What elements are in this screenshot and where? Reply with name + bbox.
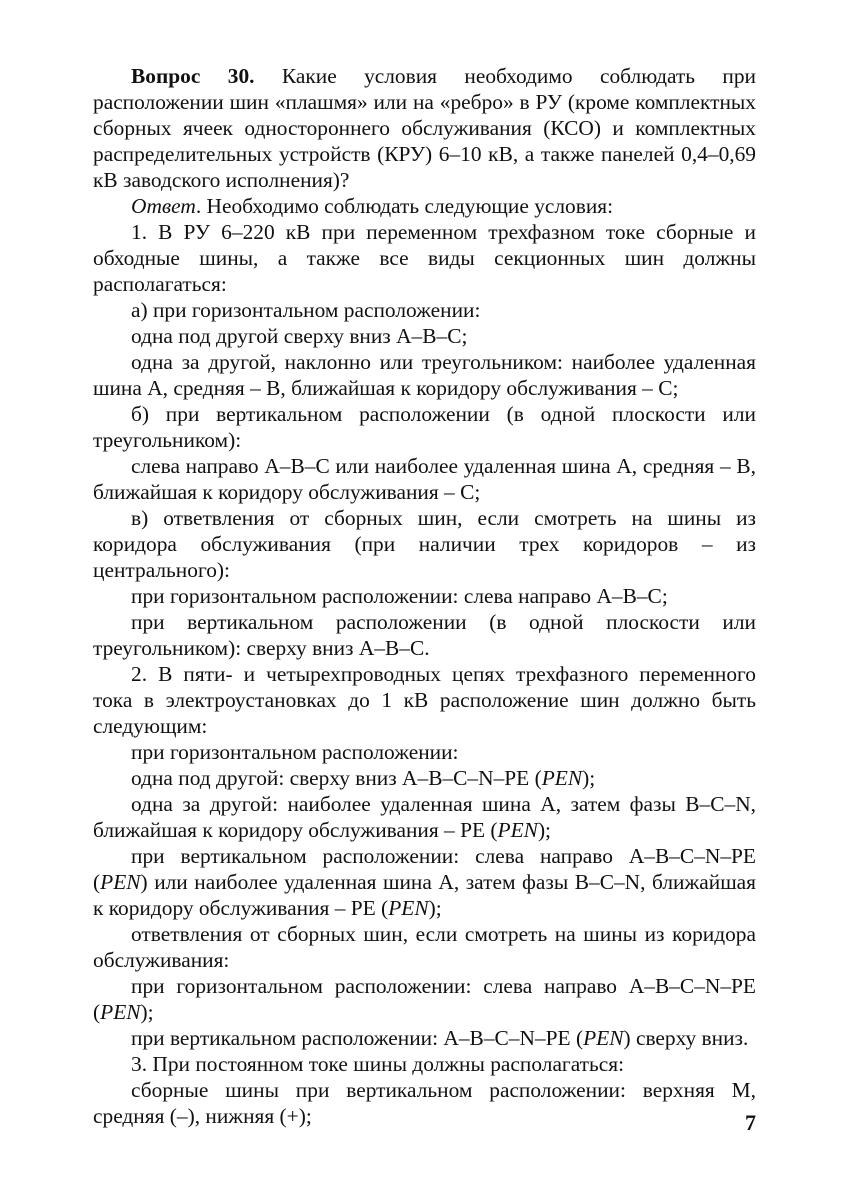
- pen-italic: PEN: [388, 896, 429, 920]
- paragraph-one-under-other: одна под другой сверху вниз А–В–С;: [131, 324, 468, 348]
- paragraph-branch-vertical: при вертикальном расположении (в одной плоскости или треугольником): сверху вниз А–В–С.: [93, 610, 756, 660]
- paragraph-one-behind-other: одна за другой, наклонно или треугольником: наиболее удаленная шина А, средняя – В, ближайшая к коридору обслуживания – С;: [93, 350, 756, 400]
- paragraph-lv-one-behind-other: [93, 791, 756, 843]
- paragraph-lv-branch-vertical: [93, 1025, 756, 1051]
- question-label: Вопрос 30.: [131, 64, 255, 88]
- text-run: );: [428, 896, 442, 920]
- pen-italic: PEN: [497, 818, 538, 842]
- text-run: при вертикальном расположении: слева направо А–В–С–N–РЕ (: [93, 844, 756, 894]
- text-run: при горизонтальном расположении: слева направо А–В–С–N–РЕ (: [93, 974, 756, 1024]
- text-run: );: [140, 1000, 154, 1024]
- paragraph-lv-branches: ответвления от сборных шин, если смотреть на шины из коридора обслуживания:: [93, 922, 756, 972]
- paragraph-branch-horizontal: при горизонтальном расположении: слева направо А–В–С;: [131, 584, 668, 608]
- text-run: ) сверху вниз.: [623, 1026, 749, 1050]
- page-number: 7: [745, 1110, 756, 1135]
- question-text: Какие условия необходимо соблюдать при расположении шин «плашмя» или на «ребро» в РУ (кроме комплектных сборных ячеек одностороннего обслуживания (КСО) и комплектных распределительных устройств (КРУ) 6–10 кВ, а также панелей 0,4–0,69 кВ заводского исполнения)?: [93, 64, 756, 192]
- text-run: при вертикальном расположении: А–В–С–N–РЕ (: [131, 1026, 584, 1050]
- answer-label: Ответ: [131, 194, 196, 218]
- paragraph-dc-busbars: сборные шины при вертикальном расположении: верхняя М, средняя (–), нижняя (+);: [93, 1078, 756, 1128]
- pen-italic: PEN: [583, 1026, 624, 1050]
- answer-text: . Необходимо соблюдать следующие условия:: [195, 194, 614, 218]
- text-run: );: [537, 818, 552, 842]
- page-text-block: [93, 63, 756, 1129]
- paragraph-branches-c: в) ответвления от сборных шин, если смотреть на шины из коридора обслуживания (при наличии трех коридоров – из центрального):: [93, 506, 756, 582]
- text-run: ) или наиболее удаленная шина А, затем фазы В–С–N, ближайшая к коридору обслуживания – РЕ (: [93, 870, 756, 920]
- paragraph-lv-vertical: [93, 843, 756, 921]
- answer-paragraph: [93, 193, 756, 219]
- text-run: одна под другой: сверху вниз А–В–С–N–PE (: [131, 766, 542, 790]
- paragraph-lv-horizontal: при горизонтальном расположении:: [131, 740, 459, 764]
- paragraph-lv-one-under-other: [93, 765, 756, 791]
- paragraph-dc-intro: 3. При постоянном токе шины должны располагаться:: [131, 1052, 625, 1076]
- pen-italic: PEN: [100, 870, 141, 894]
- paragraph-low-voltage-intro: 2. В пяти- и четырехпроводных цепях трехфазного переменного тока в электроустановках до 1 кВ расположение шин должно быть следующим:: [93, 662, 756, 738]
- paragraph-horizontal-a: а) при горизонтальном расположении:: [131, 298, 481, 322]
- text-run: );: [582, 766, 596, 790]
- paragraph-left-to-right: слева направо А–В–С или наиболее удаленная шина А, средняя – В, ближайшая к коридору обслуживания – С;: [93, 454, 756, 504]
- text-run: одна за другой: наиболее удаленная шина А, затем фазы В–С–N, ближайшая к коридору обслуживания – РЕ (: [93, 792, 756, 842]
- paragraph-vertical-b: б) при вертикальном расположении (в одной плоскости или треугольником):: [93, 402, 756, 452]
- question-paragraph: [93, 63, 756, 193]
- paragraph-ac-intro: 1. В РУ 6–220 кВ при переменном трехфазном токе сборные и обходные шины, а также все виды секционных шин должны располагаться:: [93, 220, 756, 296]
- pen-italic: PEN: [541, 766, 583, 790]
- pen-italic: PEN: [100, 1000, 141, 1024]
- paragraph-lv-branch-horizontal: [93, 973, 756, 1025]
